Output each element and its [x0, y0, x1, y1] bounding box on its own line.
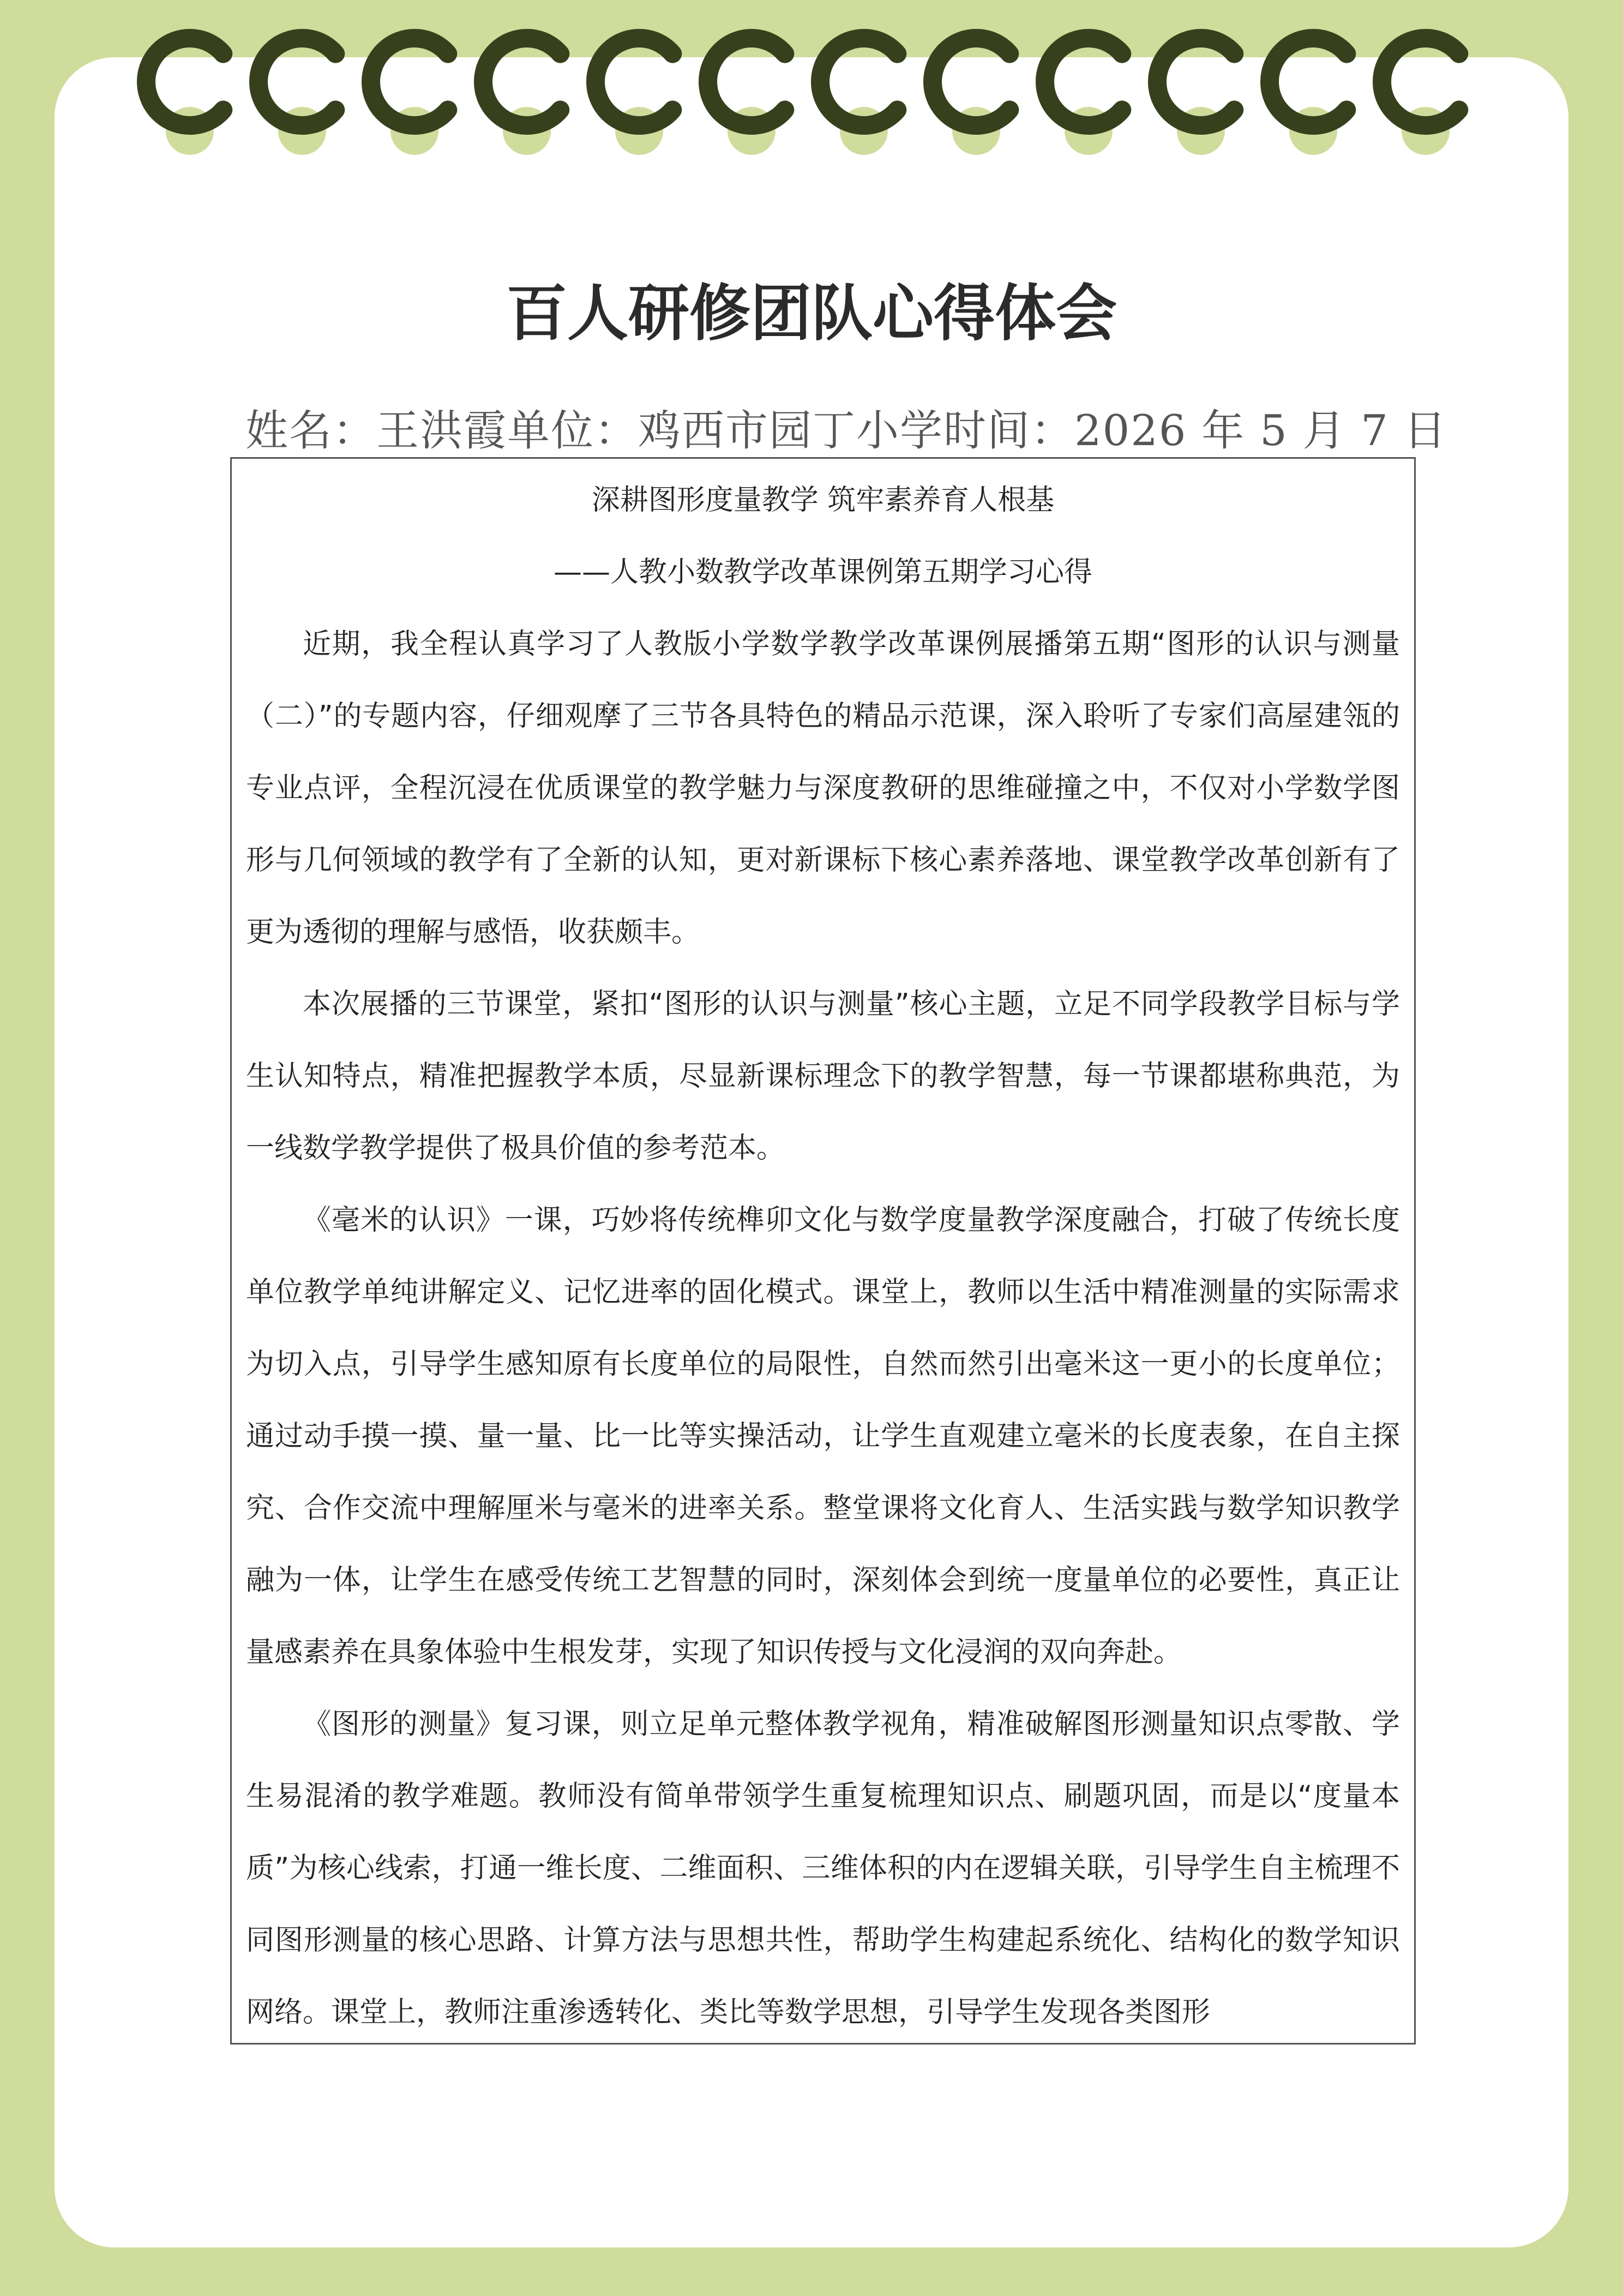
essay-paragraph-4: 《图形的测量》复习课，则立足单元整体教学视角，精准破解图形测量知识点零散、学生易混淆的教学难题。教师没有简单带领学生重复梳理知识点、刷题巩固，而是以“度量本质”为核心线索，打通一维长度、二维面积、三维体积的内在逻辑关联，引导学生自主梳理不同图形测量的核心思路、计算方法与思想共性，帮助学生构建起系统化、结构化的数学知识网络。课堂上，教师注重渗透转化、类比等数学思想，引导学生发现各类图形: [246, 1708, 1400, 2029]
essay-paragraph-2: 本次展播的三节课堂，紧扣“图形的认识与测量”核心主题，立足不同学段教学目标与学生认知特点，精准把握教学本质，尽显新课标理念下的教学智慧，每一节课都堪称典范，为一线数学教学提供了极具价值的参考范本。: [246, 988, 1400, 1165]
essay-subheading: ——人教小数教学改革课例第五期学习心得: [553, 556, 1092, 589]
spiral-binding-rings-icon: [0, 0, 1623, 164]
author-meta-line: 姓名：王洪霞单位：鸡西市园丁小学时间：2026 年 5 月 7 日: [245, 406, 1447, 455]
essay-paragraph-1: 近期，我全程认真学习了人教版小学数学教学改革课例展播第五期“图形的认识与测量（二）”的专题内容，仔细观摩了三节各具特色的精品示范课，深入聆听了专家们高屋建瓴的专业点评，全程沉浸在优质课堂的教学魅力与深度教研的思维碰撞之中，不仅对小学数学图形与几何领域的教学有了全新的认知，更对新课标下核心素养落地、课堂教学改革创新有了更为透彻的理解与感悟，收获颇丰。: [246, 628, 1400, 949]
essay-paragraph-3: 《毫米的认识》一课，巧妙将传统榫卯文化与数学度量教学深度融合，打破了传统长度单位教学单纯讲解定义、记忆进率的固化模式。课堂上，教师以生活中精准测量的实际需求为切入点，引导学生感知原有长度单位的局限性，自然而然引出毫米这一更小的长度单位；通过动手摸一摸、量一量、比一比等实操活动，让学生直观建立毫米的长度表象，在自主探究、合作交流中理解厘米与毫米的进率关系。整堂课将文化育人、生活实践与数学知识教学融为一体，让学生在感受传统工艺智慧的同时，深刻体会到统一度量单位的必要性，真正让量感素养在具象体验中生根发芽，实现了知识传授与文化浸润的双向奔赴。: [246, 1204, 1400, 1669]
document-title: 百人研修团队心得体会: [506, 278, 1117, 349]
essay-box: [230, 457, 1416, 2045]
essay-heading: 深耕图形度量教学 筑牢素养育人根基: [591, 484, 1055, 517]
